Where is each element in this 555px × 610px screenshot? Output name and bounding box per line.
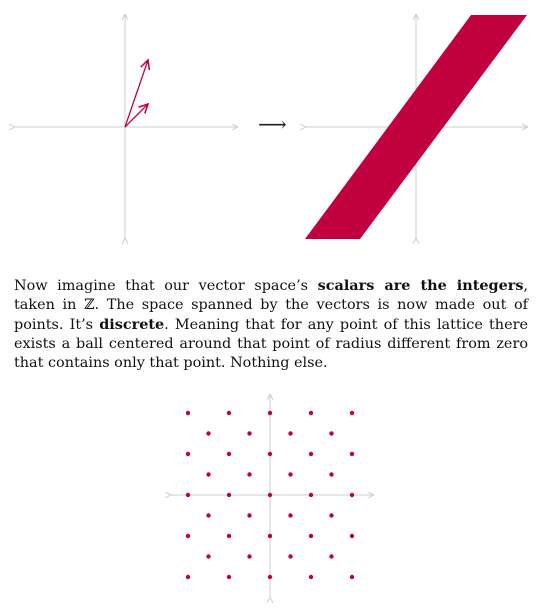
lattice-point	[206, 513, 210, 517]
lattice-point	[186, 411, 190, 415]
lattice-point	[206, 431, 210, 435]
lattice-point	[227, 575, 231, 579]
lattice-point	[350, 493, 354, 497]
lattice-point	[227, 493, 231, 497]
vector-u	[125, 60, 148, 127]
lattice-point	[206, 554, 210, 558]
lattice-point	[329, 431, 333, 435]
para-text-1: Now imagine that our vector space’s	[14, 278, 318, 295]
lattice-point	[288, 472, 292, 476]
para-text-3: . Meaning that for any point of this lattice there exists a ball centered around that point of radius different from zero that contains only that point. Nothing else.	[14, 317, 528, 372]
lattice-point	[247, 554, 251, 558]
lattice-point	[186, 452, 190, 456]
lattice-point	[186, 493, 190, 497]
lattice-point	[206, 472, 210, 476]
lattice-point	[268, 575, 272, 579]
lattice-point	[247, 472, 251, 476]
lattice-point	[329, 554, 333, 558]
lattice-point	[268, 534, 272, 538]
lattice-point	[288, 431, 292, 435]
lattice-point	[247, 431, 251, 435]
lattice-point	[186, 575, 190, 579]
lattice-point	[227, 452, 231, 456]
lattice-point	[268, 452, 272, 456]
lattice-point	[350, 534, 354, 538]
lattice-point	[329, 513, 333, 517]
map-arrow: ⟶	[258, 112, 287, 136]
lattice-point	[227, 411, 231, 415]
lattice-point	[288, 513, 292, 517]
lattice-point	[309, 534, 313, 538]
integer-lattice-figure	[160, 390, 390, 605]
lattice-point	[247, 513, 251, 517]
body-paragraph	[14, 276, 528, 373]
lattice-point	[309, 411, 313, 415]
lattice-point	[268, 411, 272, 415]
lattice-point	[350, 411, 354, 415]
para-text-2: , taken in ℤ. The space spanned by the vectors is now made out of points. It’s	[14, 278, 529, 334]
para-bold-discrete: discrete	[99, 316, 165, 334]
lattice-point	[309, 493, 313, 497]
lattice-point	[227, 534, 231, 538]
lattice-point	[309, 575, 313, 579]
lattice-point	[329, 472, 333, 476]
lattice-point	[186, 534, 190, 538]
lattice-point	[309, 452, 313, 456]
lattice-point	[268, 493, 272, 497]
lattice-point	[288, 554, 292, 558]
lattice-point	[350, 575, 354, 579]
lattice-point	[350, 452, 354, 456]
para-bold-scalars: scalars are the integers	[317, 277, 524, 295]
